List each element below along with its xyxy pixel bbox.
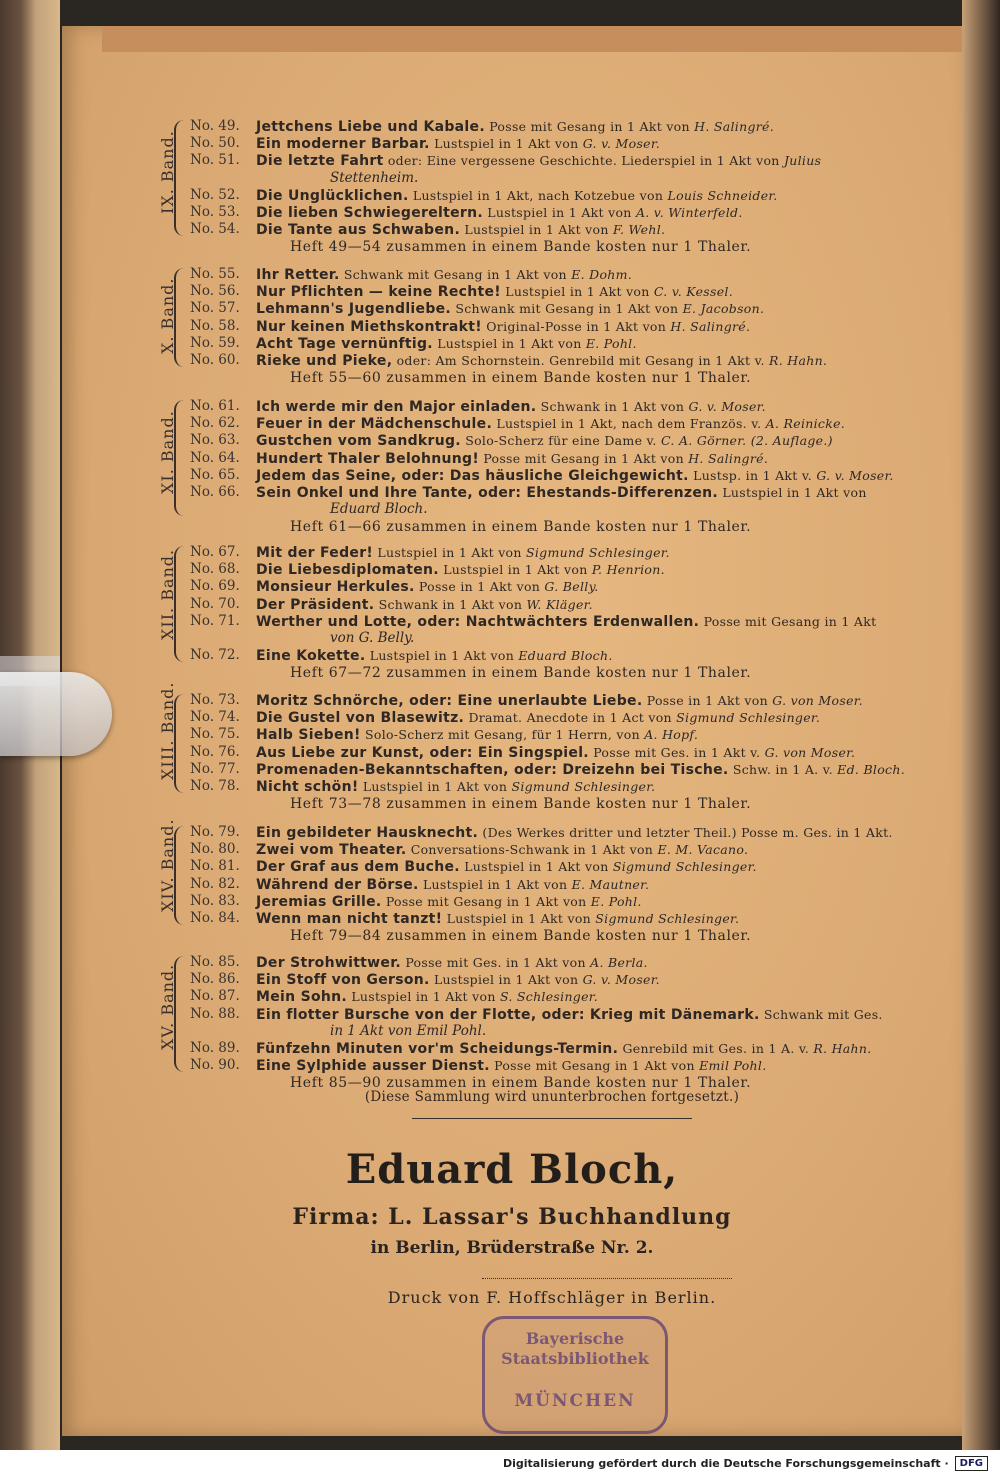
entry-title: Moritz Schnörche, oder: Eine unerlaubte Liebe. — [256, 693, 643, 709]
entry-number: No. 65. — [190, 466, 240, 483]
entry-description: Original-Posse in 1 Akt von — [486, 318, 667, 334]
entry-continuation: von G. Belly. — [330, 629, 415, 646]
catalog-entry — [62, 761, 962, 778]
entry-title: Nur keinen Miethskontrakt! — [256, 318, 482, 335]
entry-title: Nur Pflichten — keine Rechte! — [256, 284, 501, 301]
heft-price-line: Heft 85—90 zusammen in einem Bande kosten nur 1 Thaler. — [290, 1075, 752, 1092]
entry-author: E. Dohm. — [571, 267, 633, 282]
catalog-entry — [62, 744, 962, 761]
page-clip-bookmark — [0, 672, 112, 756]
entry-author: Louis Schneider. — [667, 187, 778, 203]
entry-author: A. Hopf. — [644, 727, 699, 743]
band-group — [62, 118, 962, 256]
catalog-entry-continuation — [62, 501, 962, 518]
heft-price-line: Heft 67—72 zusammen in einem Bande kosten nur 1 Thaler. — [290, 665, 752, 682]
entry-title: Nicht schön! — [256, 778, 359, 795]
entry-line — [256, 204, 743, 222]
entry-number: No. 82. — [190, 875, 240, 892]
entry-title: Während der Börse. — [256, 876, 419, 893]
entry-description: Dramat. Anecdote in 1 Act von — [468, 710, 672, 726]
entry-title: Der Strohwittwer. — [256, 955, 402, 971]
entry-number: No. 50. — [190, 135, 240, 152]
entry-line — [256, 561, 665, 579]
band-label: XI. Band. — [158, 410, 177, 495]
entry-description: Posse mit Gesang in 1 Akt von — [494, 1058, 695, 1074]
heft-price-line: Heft 79—84 zusammen in einem Bande kosten nur 1 Thaler. — [290, 928, 752, 945]
entry-author: G. v. Moser. — [582, 136, 661, 152]
entry-description: Posse in 1 Akt von — [418, 579, 541, 595]
entry-line — [256, 910, 739, 928]
entry-description: Lustspiel in 1 Akt von — [437, 335, 582, 351]
entry-line — [256, 761, 905, 779]
entry-line — [256, 352, 827, 370]
entry-number: No. 81. — [190, 858, 240, 875]
band-label: X. Band. — [158, 277, 177, 354]
catalog-entry — [62, 398, 962, 415]
catalog-entry — [62, 726, 962, 743]
entry-title: Werther und Lotte, oder: Nachtwächters Erdenwallen. — [256, 613, 700, 630]
entry-line — [256, 544, 670, 562]
entry-description: Lustspiel in 1 Akt von — [434, 136, 579, 152]
entry-number: No. 67. — [190, 544, 240, 560]
entry-description: Genrebild mit Ges. in 1 A. v. — [622, 1040, 810, 1056]
collection-note: (Diese Sammlung wird ununterbrochen fortgesetzt.) — [364, 1089, 740, 1105]
publisher-name: Eduard Bloch, — [345, 1146, 679, 1193]
catalog-entry — [62, 318, 962, 335]
band-group — [62, 544, 962, 682]
entry-number: No. 86. — [190, 971, 240, 988]
entry-number: No. 57. — [190, 300, 240, 317]
entry-line — [256, 283, 733, 301]
entry-author: C. A. Görner. (2. Auflage.) — [660, 433, 833, 449]
entry-title: Wenn man nicht tanzt! — [256, 910, 443, 927]
entry-title: Ein Stoff von Gerson. — [256, 972, 430, 989]
entry-line — [256, 484, 867, 502]
band-group — [62, 954, 962, 1092]
entry-author: S. Schlesinger. — [499, 989, 598, 1005]
catalog-entry — [62, 135, 962, 152]
entry-title: Mein Sohn. — [256, 989, 348, 1006]
entry-title: Ihr Retter. — [256, 267, 340, 283]
heft-price-line: Heft 49—54 zusammen in einem Bande kosten nur 1 Thaler. — [290, 239, 752, 256]
catalog-entry — [62, 484, 962, 501]
entry-line — [256, 266, 632, 284]
entry-author: G. v. Moser. — [688, 399, 766, 414]
catalog-entry — [62, 613, 962, 630]
entry-title: Sein Onkel und Ihre Tante, oder: Ehestands-Differenzen. — [256, 484, 719, 501]
entry-author: P. Henrion. — [591, 562, 665, 578]
entry-line — [256, 1040, 872, 1058]
entry-author: Sigmund Schlesinger. — [526, 545, 670, 560]
entry-title: Mit der Feder! — [256, 545, 374, 561]
entry-author: A. Berla. — [590, 955, 648, 970]
entry-author: Sigmund Schlesinger. — [511, 778, 656, 794]
entry-author: C. v. Kessel. — [653, 284, 733, 300]
entry-title: Der Graf aus dem Buche. — [256, 859, 460, 876]
digitization-footer — [0, 1450, 1000, 1476]
entry-description: Solo-Scherz für eine Dame v. — [465, 433, 657, 449]
entry-number: No. 56. — [190, 283, 240, 300]
catalog-entry — [62, 778, 962, 795]
entry-title: Feuer in der Mädchenschule. — [256, 416, 493, 433]
entry-description: Lustspiel in 1 Akt von — [464, 859, 609, 875]
entry-line — [256, 876, 649, 894]
entry-description: Lustspiel in 1 Akt von — [433, 972, 579, 988]
entry-description: Lustspiel in 1 Akt von — [446, 910, 591, 926]
entry-description: Schwank mit Ges. — [763, 1006, 883, 1022]
entry-line — [256, 647, 613, 665]
entry-number: No. 87. — [190, 988, 240, 1005]
entry-number: No. 63. — [190, 432, 240, 449]
entry-number: No. 68. — [190, 561, 240, 578]
catalog-entry — [62, 152, 962, 169]
entry-line — [256, 467, 894, 485]
band-label: XV. Band. — [158, 963, 177, 1051]
catalog-entry — [62, 467, 962, 484]
band-group — [62, 681, 962, 813]
catalog-entry — [62, 118, 962, 135]
entry-title: Hundert Thaler Belohnung! — [256, 450, 480, 467]
entry-line — [256, 221, 665, 239]
entry-line — [256, 432, 833, 450]
entry-author: G. von Moser. — [764, 744, 856, 760]
entry-number: No. 53. — [190, 203, 240, 220]
entry-number: No. 85. — [190, 954, 240, 970]
entry-line — [256, 335, 637, 353]
entry-author: W. Kläger. — [526, 596, 593, 612]
entry-title: Fünfzehn Minuten vor'm Scheidungs-Termin. — [256, 1040, 619, 1057]
entry-description: Lustspiel in 1 Akt, nach Kotzebue von — [412, 187, 664, 203]
entry-description: Posse mit Ges. in 1 Akt v. — [593, 744, 761, 760]
entry-number: No. 80. — [190, 841, 240, 858]
entry-line — [256, 778, 655, 796]
entry-author: H. Salingré. — [688, 450, 769, 466]
entry-line — [256, 613, 876, 631]
entry-line — [256, 841, 748, 859]
entry-description: Posse mit Gesang in 1 Akt von — [483, 450, 684, 466]
catalog-entry — [62, 1040, 962, 1057]
entry-author: G. Belly. — [544, 579, 599, 595]
entry-title: Der Präsident. — [256, 596, 375, 613]
entry-description: Schwank mit Gesang in 1 Akt von — [343, 267, 567, 282]
entry-title: Eine Kokette. — [256, 648, 366, 665]
catalog-page — [62, 26, 962, 1436]
catalog-entry — [62, 352, 962, 369]
dotted-divider — [482, 1278, 732, 1279]
band-label: IX. Band. — [158, 130, 177, 215]
entry-description: Lustspiel in 1 Akt, nach dem Französ. v. — [496, 416, 762, 432]
publisher-firm: Firma: L. Lassar's Buchhandlung — [292, 1204, 732, 1230]
entry-number: No. 49. — [190, 118, 240, 134]
entry-number: No. 70. — [190, 595, 240, 612]
catalog-entry — [62, 266, 962, 283]
entry-title: Die Unglücklichen. — [256, 187, 409, 204]
entry-description: (Des Werkes dritter und letzter Theil.) Posse m. Ges. in 1 Akt. — [482, 825, 893, 840]
entry-continuation: Stettenheim. — [330, 169, 419, 186]
band-label: XIV. Band. — [158, 818, 177, 912]
catalog-entry — [62, 954, 962, 971]
entry-number: No. 90. — [190, 1057, 240, 1074]
entry-line — [256, 988, 598, 1006]
entry-title: Ein gebildeter Hausknecht. — [256, 825, 479, 841]
entry-title: Ich werde mir den Major einladen. — [256, 399, 537, 415]
entry-line — [256, 152, 821, 170]
entry-number: No. 59. — [190, 334, 240, 351]
entry-line — [256, 709, 820, 727]
catalog-entry — [62, 187, 962, 204]
entry-description: Schwank in 1 Akt von — [540, 399, 685, 414]
entry-line — [256, 450, 768, 468]
entry-title: Die Gustel von Blasewitz. — [256, 710, 465, 727]
entry-line — [256, 118, 774, 136]
entry-title: Rieke und Pieke, — [256, 352, 393, 369]
entry-line — [256, 398, 766, 416]
entry-number: No. 51. — [190, 152, 240, 169]
entry-line — [256, 1006, 883, 1024]
entry-number: No. 54. — [190, 221, 240, 238]
entry-line — [256, 971, 660, 989]
entry-author: Sigmund Schlesinger. — [595, 910, 740, 926]
entry-author: R. Hahn. — [813, 1040, 872, 1056]
entry-title: Die lieben Schwiegereltern. — [256, 204, 484, 221]
entry-line — [256, 1057, 766, 1075]
entry-author: Ed. Bloch. — [837, 761, 905, 777]
entry-author: E. Jacobson. — [682, 301, 765, 317]
entry-number: No. 75. — [190, 726, 240, 743]
entry-description: Lustspiel in 1 Akt von — [362, 778, 508, 794]
entry-line — [256, 893, 642, 911]
entry-author: E. Pohl. — [585, 335, 637, 351]
entry-description: Posse mit Ges. in 1 Akt von — [405, 955, 586, 970]
entry-author: F. Wehl. — [612, 222, 666, 238]
catalog-entry — [62, 647, 962, 664]
catalog-entry-continuation — [62, 170, 962, 187]
catalog-entry — [62, 1057, 962, 1074]
entry-author: E. M. Vacano. — [657, 842, 749, 858]
entry-title: Die Tante aus Schwaben. — [256, 222, 461, 239]
entry-title: Eine Sylphide ausser Dienst. — [256, 1058, 490, 1075]
entry-author: Emil Pohl. — [699, 1058, 767, 1074]
catalog-entry — [62, 415, 962, 432]
catalog-entry — [62, 221, 962, 238]
entry-author: E. Pohl. — [590, 893, 642, 909]
catalog-entry — [62, 841, 962, 858]
entry-description: Lustspiel in 1 Akt von — [351, 989, 496, 1005]
entry-title: Ein flotter Bursche von der Flotte, oder: Krieg mit Dänemark. — [256, 1006, 760, 1023]
entry-description: Solo-Scherz mit Gesang, für 1 Herrn, von — [365, 727, 640, 743]
catalog-entry — [62, 450, 962, 467]
entry-description: Posse mit Gesang in 1 Akt — [703, 613, 877, 629]
entry-line — [256, 596, 593, 614]
entry-title: Promenaden-Bekanntschaften, oder: Dreizehn bei Tische. — [256, 761, 729, 778]
entry-author: Sigmund Schlesinger. — [676, 710, 821, 726]
entry-line — [256, 300, 764, 318]
entry-title: Die Liebesdiplomaten. — [256, 562, 439, 579]
entry-number: No. 61. — [190, 398, 240, 414]
entry-title: Zwei vom Theater. — [256, 842, 407, 859]
entry-line — [256, 692, 863, 710]
entry-number: No. 83. — [190, 892, 240, 909]
catalog-entry — [62, 876, 962, 893]
stamp-line-1: Bayerische — [525, 1329, 625, 1348]
entry-number: No. 74. — [190, 709, 240, 726]
entry-number: No. 78. — [190, 777, 240, 794]
heft-price-line: Heft 73—78 zusammen in einem Bande kosten nur 1 Thaler. — [290, 796, 752, 813]
entry-line — [256, 318, 750, 336]
entry-description: oder: Am Schornstein. Genrebild mit Gesang in 1 Akt v. — [396, 352, 765, 368]
book-fore-edge — [962, 0, 1000, 1450]
entry-line — [256, 135, 660, 153]
entry-number: No. 58. — [190, 317, 240, 334]
entry-description: Lustspiel in 1 Akt von — [443, 562, 588, 578]
entry-number: No. 60. — [190, 351, 240, 368]
entry-number: No. 79. — [190, 824, 240, 840]
entry-title: Acht Tage vernünftig. — [256, 335, 433, 352]
entry-number: No. 71. — [190, 612, 240, 629]
entry-description: Lustspiel in 1 Akt von — [487, 204, 632, 220]
entry-description: Conversations-Schwank in 1 Akt von — [410, 842, 654, 858]
catalog-entry — [62, 432, 962, 449]
entry-description: Lustsp. in 1 Akt v. — [693, 467, 813, 483]
catalog-entry — [62, 893, 962, 910]
band-group — [62, 266, 962, 387]
entry-author: G. von Moser. — [772, 693, 863, 708]
catalog-entry — [62, 561, 962, 578]
band-label: XII. Band. — [158, 549, 177, 641]
play-catalog — [62, 26, 962, 1126]
heft-price-line: Heft 61—66 zusammen in einem Bande kosten nur 1 Thaler. — [290, 519, 752, 536]
entry-description: Schwank mit Gesang in 1 Akt von — [455, 301, 679, 317]
stamp-line-3: MÜNCHEN — [514, 1391, 636, 1411]
catalog-entry — [62, 335, 962, 352]
entry-number: No. 88. — [190, 1005, 240, 1022]
entry-line — [256, 187, 778, 205]
entry-title: Ein moderner Barbar. — [256, 136, 430, 153]
entry-author: A. Reinicke. — [765, 416, 846, 432]
entry-title: Gustchen vom Sandkrug. — [256, 433, 461, 450]
entry-description: oder: Eine vergessene Geschichte. Liederspiel in 1 Akt von — [387, 153, 780, 169]
entry-number: No. 77. — [190, 760, 240, 777]
band-group — [62, 818, 962, 945]
publisher-address: in Berlin, Brüderstraße Nr. 2. — [370, 1238, 654, 1258]
heft-price-line: Heft 55—60 zusammen in einem Bande kosten nur 1 Thaler. — [290, 370, 752, 387]
catalog-entry-continuation — [62, 630, 962, 647]
entry-number: No. 72. — [190, 647, 240, 664]
entry-number: No. 76. — [190, 743, 240, 760]
entry-line — [256, 954, 648, 972]
entry-title: Die letzte Fahrt — [256, 153, 384, 170]
entry-description: Lustspiel in 1 Akt von — [369, 648, 515, 664]
entry-number: No. 84. — [190, 909, 240, 926]
entry-number: No. 89. — [190, 1039, 240, 1056]
divider-rule — [412, 1118, 692, 1119]
catalog-entry-continuation — [62, 1023, 962, 1040]
entry-number: No. 55. — [190, 266, 240, 282]
entry-description: Posse in 1 Akt von — [646, 693, 768, 708]
catalog-entry — [62, 300, 962, 317]
entry-description: Lustspiel in 1 Akt von — [377, 545, 522, 560]
entry-description: Posse mit Gesang in 1 Akt von — [385, 893, 587, 909]
catalog-entry — [62, 596, 962, 613]
footer-text: Digitalisierung gefördert durch die Deutsche Forschungsgemeinschaft · — [502, 1456, 949, 1470]
entry-author: E. Mautner. — [571, 876, 650, 892]
entry-author: A. v. Winterfeld. — [635, 204, 743, 220]
entry-title: Halb Sieben! — [256, 727, 361, 744]
catalog-entry — [62, 709, 962, 726]
entry-author: R. Hahn. — [769, 352, 828, 368]
entry-line — [256, 744, 855, 762]
catalog-entry — [62, 988, 962, 1005]
band-group — [62, 398, 962, 536]
entry-title: Monsieur Herkules. — [256, 579, 415, 596]
printer-line: Druck von F. Hoffschläger in Berlin. — [387, 1288, 717, 1307]
entry-number: No. 52. — [190, 186, 240, 203]
band-label: XIII. Band. — [158, 681, 177, 780]
catalog-entry — [62, 858, 962, 875]
entry-number: No. 64. — [190, 449, 240, 466]
entry-author: H. Salingré. — [670, 318, 751, 334]
entry-title: Jettchens Liebe und Kabale. — [256, 119, 485, 135]
entry-description: Schwank in 1 Akt von — [378, 596, 523, 612]
catalog-entry — [62, 283, 962, 300]
catalog-entry — [62, 204, 962, 221]
entry-number: No. 69. — [190, 578, 240, 595]
entry-line — [256, 415, 845, 433]
entry-author: Julius — [783, 153, 822, 169]
entry-author: G. v. Moser. — [816, 467, 894, 483]
entry-continuation: Eduard Bloch. — [330, 501, 428, 518]
entry-line — [256, 858, 757, 876]
catalog-entry — [62, 910, 962, 927]
library-stamp — [482, 1316, 668, 1434]
catalog-entry — [62, 824, 962, 841]
catalog-entry — [62, 544, 962, 561]
catalog-entry — [62, 692, 962, 709]
catalog-entry — [62, 578, 962, 595]
dfg-logo: DFG — [955, 1456, 988, 1471]
catalog-entry — [62, 971, 962, 988]
entry-line — [256, 824, 893, 842]
entry-line — [256, 578, 599, 596]
entry-description: Lustspiel in 1 Akt von — [505, 284, 650, 300]
stamp-line-2: Staatsbibliothek — [501, 1349, 649, 1368]
entry-author: Eduard Bloch. — [518, 648, 613, 664]
entry-author: Sigmund Schlesinger. — [612, 859, 757, 875]
entry-title: Jeremias Grille. — [256, 893, 382, 910]
entry-description: Lustspiel in 1 Akt von — [464, 222, 609, 238]
entry-author: G. v. Moser. — [582, 972, 660, 988]
entry-title: Jedem das Seine, oder: Das häusliche Gleichgewicht. — [256, 467, 689, 484]
entry-description: Schw. in 1 A. v. — [732, 761, 833, 777]
entry-author: H. Salingré. — [694, 119, 774, 134]
entry-description: Lustspiel in 1 Akt von — [422, 876, 568, 892]
catalog-entry — [62, 1006, 962, 1023]
entry-title: Lehmann's Jugendliebe. — [256, 301, 452, 318]
entry-continuation: in 1 Akt von Emil Pohl. — [330, 1022, 487, 1039]
entry-line — [256, 726, 698, 744]
entry-description: Posse mit Gesang in 1 Akt von — [489, 119, 690, 134]
entry-number: No. 66. — [190, 483, 240, 500]
entry-description: Lustspiel in 1 Akt von — [722, 484, 867, 500]
entry-number: No. 62. — [190, 415, 240, 432]
entry-number: No. 73. — [190, 692, 240, 708]
entry-title: Aus Liebe zur Kunst, oder: Ein Singspiel. — [256, 744, 589, 761]
